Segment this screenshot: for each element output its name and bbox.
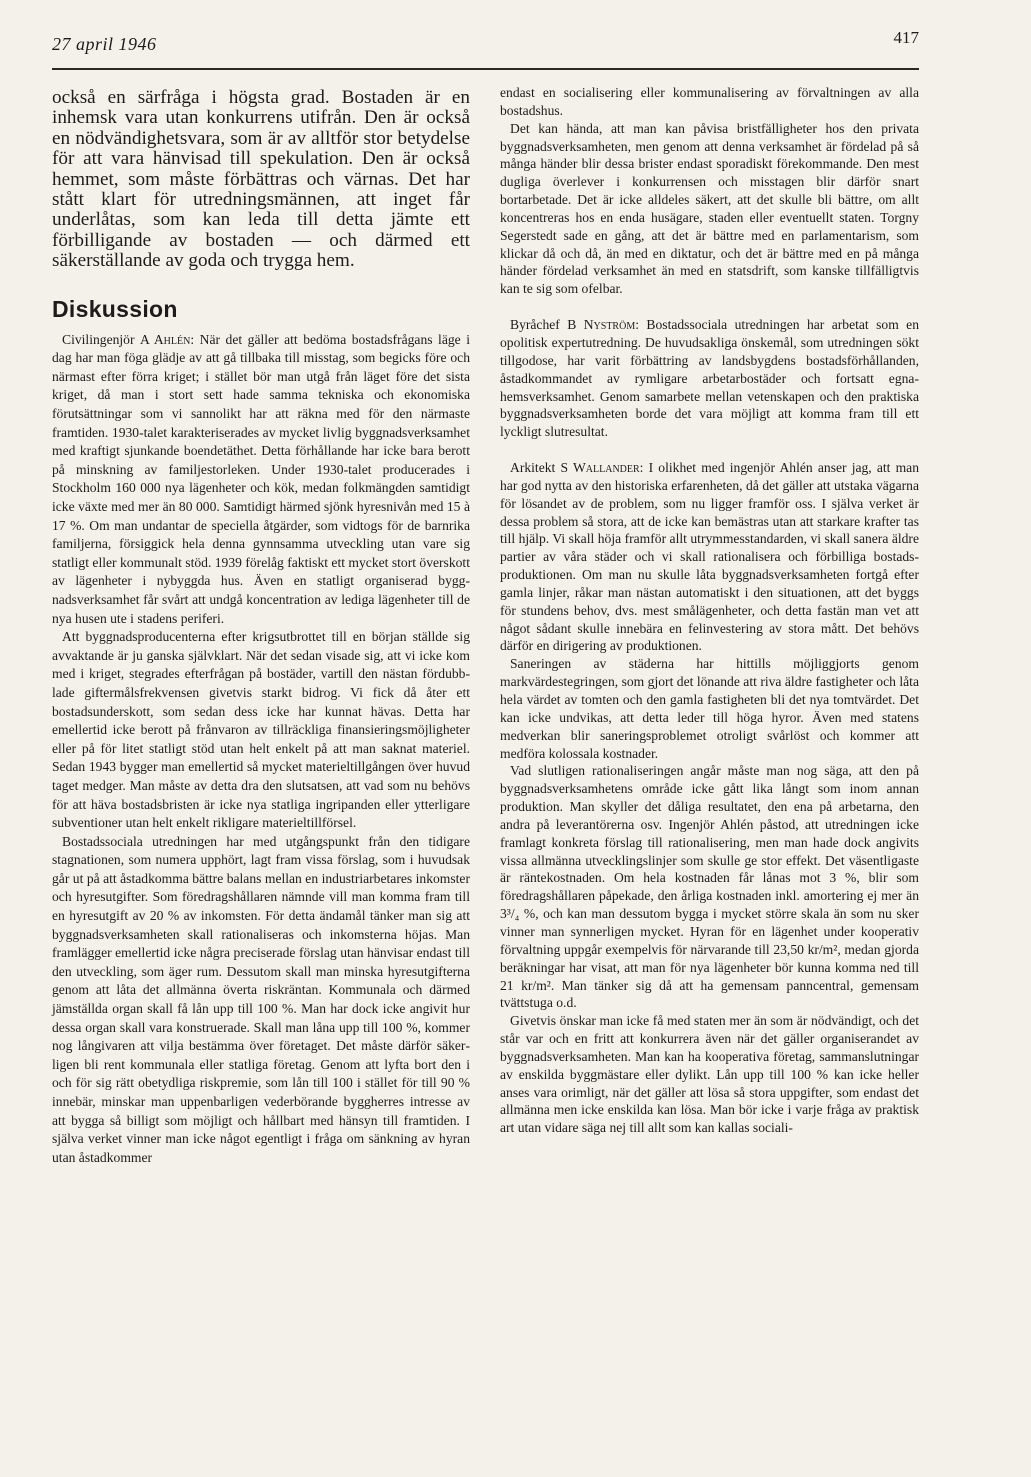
nystrom-paragraph-1 [500, 316, 919, 441]
ahlen-paragraph-1 [52, 331, 470, 629]
wallander-paragraph-3: Vad slutligen rationaliseringen angår måste man nog säga, att den på byggnadsverksamhetens område icke gått lika långt som inom annan produktion. Man skyller det dåliga resultatet, den ena på arbetarna, den andra på leverantörerna osv. Ingenjör Ahlén påstod, att utredningen icke framlagt konkreta förslag till rationalisering, men man hade dock angivits vissa allmänna utvecklingslinjer som skulle ge stor effekt. Det väsentligaste är räntekostnaden. Om hela kostnaden får lånas mot 3 %, blir som föredragshållaren påpekade, den årliga kostnaden inkl. amortering ej mer än 3³/₄ %, och kan man dessutom bygga i mycket större skala än som nu sker vinner man synnerligen mycket. Hyran för en lägenhet under kooperativ förvaltning uppgår exempelvis för närvarande till 23,50 kr/m², medan gjorda beräkningar har visat, att man för nya lägenheter bör kunna komma ned till 21 kr/m². Man tänker sig då att ha gemensam panncentral, gemensam tvättstuga o.d. [500, 763, 919, 1011]
running-header [52, 28, 919, 70]
wallander-paragraph-1 [500, 459, 919, 655]
right-column [500, 84, 919, 1137]
intro-paragraph: också en särfråga i högsta grad. Bostaden är en inhemsk vara utan konkurrens utifrån. Den är också en nödvändighetsvara, som är av alltför stor betydelse för att vara hänvisad till spekulation. Den är också hemmet, som måste förbättras och värnas. Det har stått klart för utredningsmännen, att inget får underlåtas, som kan leda till detta jämte ett förbilligande av bostaden — och därmed ett säkerställande av goda och trygga hem. [52, 87, 470, 272]
issue-date: 27 april 1946 [52, 34, 157, 54]
paragraph-text: Bostadssociala utredningen har arbetat som en opolitisk expertutredning. De huvudsakliga önskemål, som utredningen sökt tillgodose, har varit förbättring av landsbygdens bostadsförhållanden, åstadkommandet av rymligare arbetarbostäder och fortsatt egnahemsverksamhet. Genom samarbete mellan vetenskapen och den praktiska byggnadsverksamheten borde det vara möjligt att komma fram till ett lyckligt slutresultat. [500, 317, 920, 440]
speaker-name: A Ahlén: [140, 331, 195, 347]
ahlen-paragraph-2: Att byggnadsproducenterna efter krigsutbrottet till en början ställde sig avvaktande är ju ganska självklart. När det sedan visade sig, att vi icke kom med i kriget, stegrades efterfrågan på bostäder, vartill den nästan fördubblade giftermålsfrekvensen givetvis starkt bidrog. Vi fick då åter ett bostadsunderskott, som sedan dess icke har kunnat hävas. Detta har emellertid icke berott på frånvaron av tillräckliga finansieringsmöjligheter eller på för litet statligt stöd utan helt enkelt på att man saknat materiel. Sedan 1943 bygger man emellertid så mycket materieltillgången över huvud taget medger. Man måste av detta dra den slutsatsen, att vad som nu behövs för att häva bostadsbristen är icke nya statliga ingripanden eller ytterligare subventioner utan helt enkelt rikligare materieltillförsel. [52, 629, 470, 831]
ahlen-paragraph-5: Det kan hända, att man kan påvisa bristfälligheter hos den privata byggnadsverksamheten, men genom att denna verksamhet är fördelad på så många händer blir dessa brister endast sporadiskt förekommande. Den mest dugliga överlever i konkurrensen och misstagen blir därför snart bortarbetade. Det är icke alldeles säkert, att det skulle bli bättre, om allt koncentreras hos en enda husägare, staden eller eventuellt staten. Torgny Segerstedt sade en gång, att det är bättre med en parlamentarism, som klickar då och då, än med en diktatur, och det är bättre med en på många händer fördelad verksamhet än med en statsdrift, som kanske tillfälligtvis kan te sig som ofelbar. [500, 120, 919, 297]
page-number: 417 [893, 28, 919, 47]
speaker-name: S Wallander: [560, 460, 644, 476]
wallander-paragraph-4: Givetvis önskar man icke få med staten mer än som är nödvändigt, och det står var och en fritt att konkurrera även när det gäller organiserandet av byggnadsverksamheten. Man kan ha kooperativa företag, sammanslutningar av enskilda byggmästare eller dylikt. Lån upp till 100 % kan icke heller anses vara orimligt, när det gäller att lösa så stora uppgifter, som endast det allmänna men icke enskilda kan lösa. Man bör icke i varje fråga av praktisk art utan vidare säga nej till allt som kan kallas sociali- [500, 1013, 919, 1136]
wallander-paragraph-2: Saneringen av städerna har hittills möjliggjorts genom markvärdestegringen, som gjort det lönande att riva äldre fastigheter och låta hela värdet av tomten och den gamla fastigheten bli det nya tomtvärdet. Det kan icke undvikas, att detta leder till höga hyror. Även med statens medverkan blir saneringsproblemet otroligt svårlöst och kommer att medföra kolossala kostnader. [500, 656, 919, 761]
paragraph-text: När det gäller att bedöma bostadsfrågans läge i dag har man föga glädje av att gå tillbaka till misstag, som begicks före och närmast efter förra kriget; i stället bör man utgå från läget före det sista kriget, då man i stort sett hade samma tekniska och ekonomiska förutsättningar som vi sannolikt har att räkna med för den närmaste framtiden. 1930-talet karakteriserades av mycket livlig byggnadsverksamhet med kraftigt sjunkande boendetäthet. Detta förhållande har icke bara berott på minskning av familjestorleken. Under 1930-talet producerades i Stockholm 160 000 nya lägenheter och kök, medan folkmängden samtidigt icke växte med mer än 80 000. Samtidigt härmed sjönk hyresnivån med 15 à 17 %. Om man undantar de speciella åtgärder, som vidtogs för de barnrika familjerna, försiggick hela denna gynnsamma utveckling utan vare sig statligt eller kommunalt stöd. 1939 förelåg faktiskt ett mycket stort överskott av lägenheter i nybyggda hus. Även en statligt organiserad byggnadsverksamhet får svårt att undgå koncentration av lediga lägenheter till de nya husen ute i stadens periferi. [52, 331, 470, 626]
paragraph-text: I olikhet med ingenjör Ahlén anser jag, att man har god nytta av den historiska erfarenheten, då det gäller att utstaka vägarna för lösandet av de problem, som nu ligger framför oss. I själva verket är dessa problem så stora, att de icke kan bemästras utan att starkare krafter tas till hjälp. Vi skall höja framför allt utrymmesstandarden, vi skall sanera äldre partier av våra städer och vi skall rationalisera och förbilliga bostadsproduktionen. Om man nu skulle låta byggnadsverksamheten fortgå efter gamla linjer, råkar man nästan automatiskt i den situationen, att det byggs för stundens behov, dvs. mest smålägenheter, och detta fastän man vet att något sådant skulle innebära en felinvestering av stora mått. Det behövs därför en dirigering av produktionen. [500, 460, 920, 654]
speaker-name: B Nyström: [567, 317, 639, 333]
ahlen-paragraph-4: endast en socialisering eller kommunalisering av förvaltningen av alla bostadshus. [500, 85, 919, 118]
speaker-title: Byråchef [510, 317, 560, 333]
speaker-title: Civilingenjör [62, 331, 135, 347]
speaker-title: Arkitekt [510, 460, 556, 476]
ahlen-paragraph-3: Bostadssociala utredningen har med utgångspunkt från den tidigare stagnationen, som numera upphört, lagt fram vissa förslag, som i huvudsak går ut på att åstadkomma bättre balans mellan en industriarbetares inkomster och hyresutgifter. Som föredragshållaren nämnde vill man komma fram till en hyresutgift av 20 % av inkomsten. För detta ändamål tänker man sig att byggnadsverksamheten skall rationaliseras och inkomsterna höjas. Man framlägger emellertid icke några preciserade förslag utan hänvisar endast till den utveckling, som äger rum. Dessutom skall man minska hyresutgifterna genom att låta det allmänna överta riskräntan. Kommunala och därmed jämställda organ skall få lån upp till 100 %. Man har dock icke angivit hur dessa organ skall vara konstruerade. Skall man låna upp till 100 %, kommer nog långivaren att vilja bestämma över företaget. Det måste därför säkerligen bli rent kommunala eller statliga företag. Genom att lyfta bort den i och för sig rätt obetydliga riskpremie, som lån till 100 i stället för till 90 % innebär, minskar man uppenbarligen vederbörande byggherres intresse av att bygga så billigt som möjligt och hållbart med hänsyn till framtiden. I själva verket vinner man icke något egentligt i fråga om sänkning av hyran utan åstadkommer [52, 833, 470, 1165]
section-heading: Diskussion [52, 295, 178, 322]
left-column [52, 84, 470, 1167]
